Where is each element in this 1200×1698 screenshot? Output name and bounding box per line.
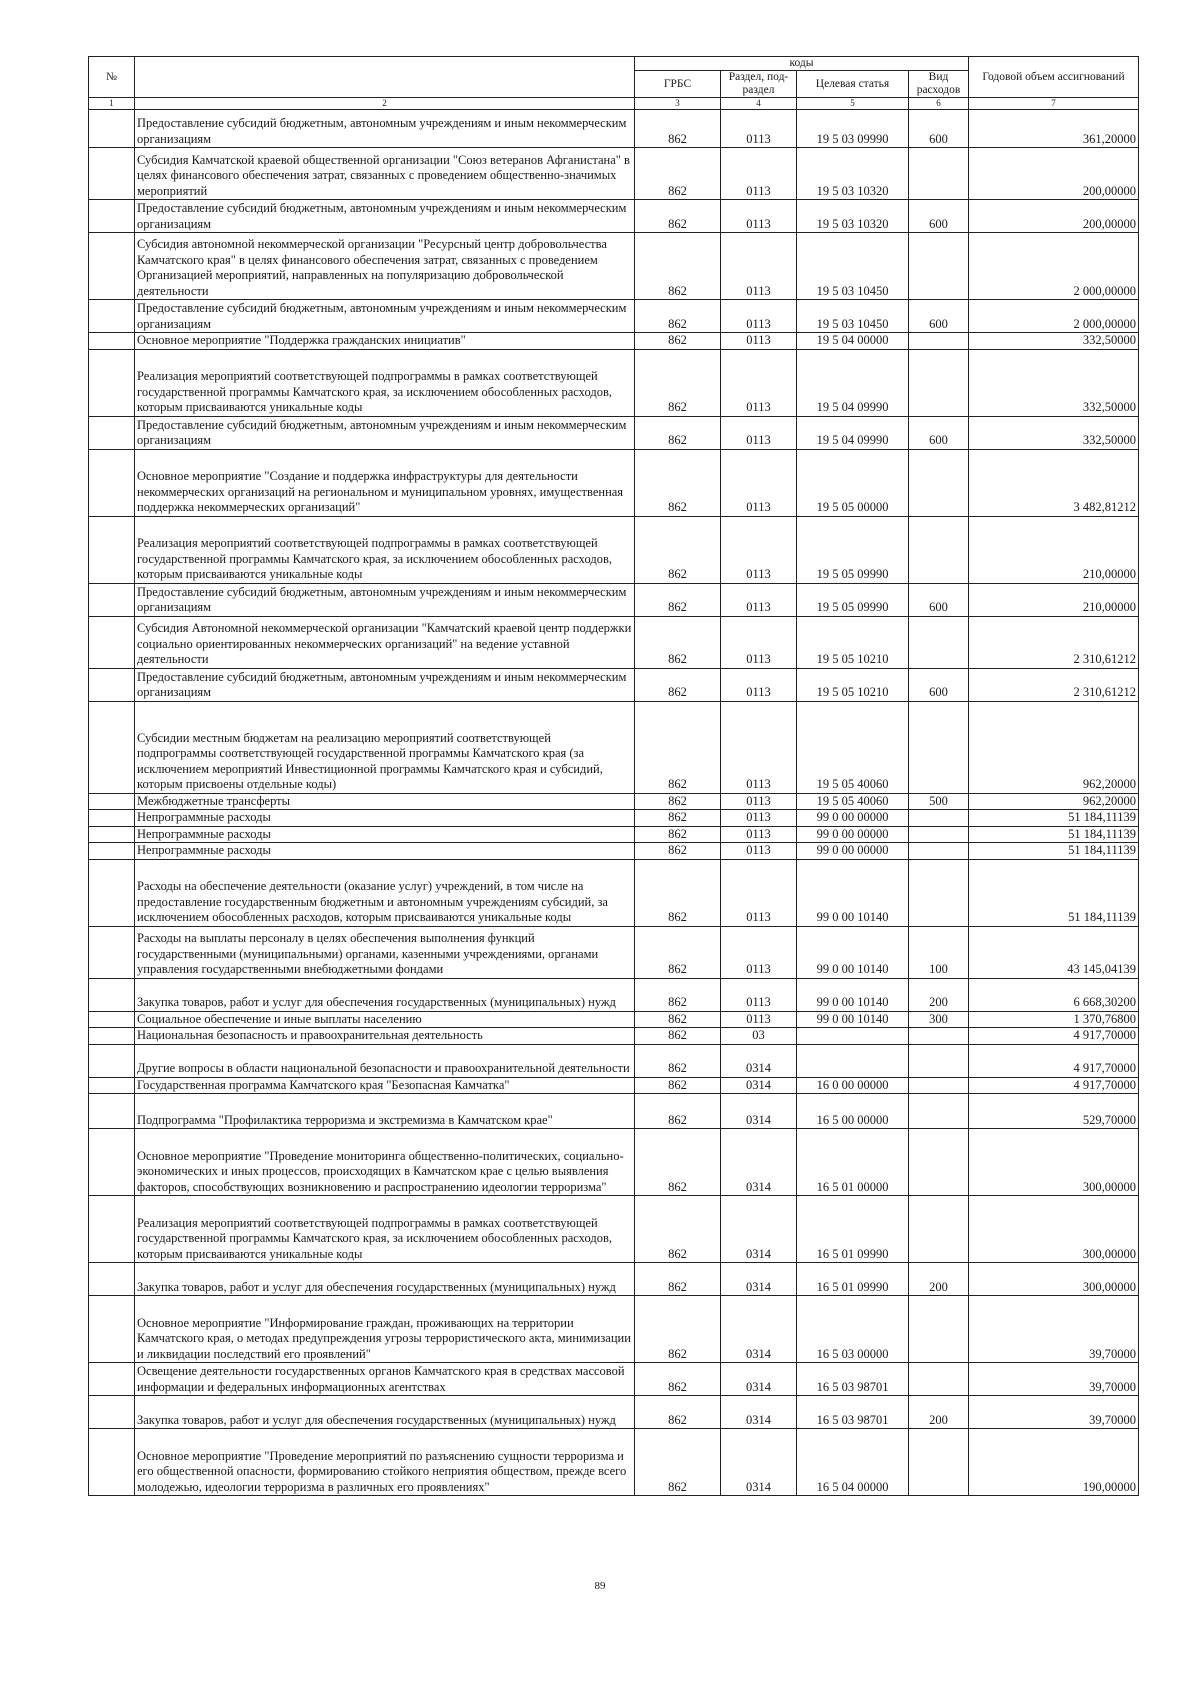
- row-grbs: 862: [635, 1296, 721, 1363]
- row-number-cell: [89, 1028, 135, 1045]
- header-annual: Годовой объем ассигнований: [969, 57, 1139, 98]
- row-amount: 2 000,00000: [969, 233, 1139, 300]
- row-amount: 210,00000: [969, 516, 1139, 583]
- row-name: Субсидии местным бюджетам на реализацию мероприятий соответствующей подпрограммы соответствующей государственной программы Камчатского края (за исключением мероприятий Инвестиционной программы Камчатского края и субсидий, которым присвоены отдельные коды): [135, 701, 635, 793]
- row-razdel: 0113: [721, 416, 797, 449]
- row-number-cell: [89, 793, 135, 810]
- row-number-cell: [89, 701, 135, 793]
- row-name: Предоставление субсидий бюджетным, автономным учреждениям и иным некоммерческим организациям: [135, 668, 635, 701]
- row-target: 19 5 03 09990: [797, 110, 909, 148]
- row-vid: 200: [909, 1263, 969, 1296]
- row-vid: 200: [909, 1396, 969, 1429]
- row-amount: 962,20000: [969, 793, 1139, 810]
- row-razdel: 03: [721, 1028, 797, 1045]
- row-amount: 332,50000: [969, 333, 1139, 350]
- row-razdel: 0113: [721, 926, 797, 978]
- row-name: Субсидия Автономной некоммерческой организации "Камчатский краевой центр поддержки социально ориентированных некоммерческих организаций" на ведение уставной деятельности: [135, 616, 635, 668]
- row-razdel: 0113: [721, 516, 797, 583]
- row-number-cell: [89, 810, 135, 827]
- row-number-cell: [89, 300, 135, 333]
- table-row: [89, 1129, 1139, 1196]
- row-target: 19 5 03 10450: [797, 233, 909, 300]
- row-razdel: 0314: [721, 1044, 797, 1077]
- row-amount: 332,50000: [969, 349, 1139, 416]
- row-target: 19 5 03 10320: [797, 148, 909, 200]
- row-number-cell: [89, 110, 135, 148]
- row-name: Закупка товаров, работ и услуг для обеспечения государственных (муниципальных) нужд: [135, 978, 635, 1011]
- row-vid: 600: [909, 110, 969, 148]
- row-grbs: 862: [635, 843, 721, 860]
- row-razdel: 0113: [721, 110, 797, 148]
- row-grbs: 862: [635, 1094, 721, 1129]
- row-grbs: 862: [635, 810, 721, 827]
- table-row: [89, 1263, 1139, 1296]
- table-row: [89, 110, 1139, 148]
- row-razdel: 0113: [721, 233, 797, 300]
- row-name: Межбюджетные трансферты: [135, 793, 635, 810]
- row-razdel: 0314: [721, 1429, 797, 1496]
- row-number-cell: [89, 333, 135, 350]
- row-vid: [909, 616, 969, 668]
- row-name: Расходы на обеспечение деятельности (оказание услуг) учреждений, в том числе на предоставление государственным бюджетным и автономным учреждениям субсидий, за исключением обособленных расходов, которым присваиваются уникальные коды: [135, 859, 635, 926]
- table-row: [89, 1429, 1139, 1496]
- row-razdel: 0113: [721, 701, 797, 793]
- row-vid: [909, 1044, 969, 1077]
- table-row: [89, 668, 1139, 701]
- row-target: [797, 1028, 909, 1045]
- row-grbs: 862: [635, 826, 721, 843]
- row-target: 99 0 00 10140: [797, 926, 909, 978]
- row-target: [797, 1044, 909, 1077]
- row-amount: 6 668,30200: [969, 978, 1139, 1011]
- row-vid: 100: [909, 926, 969, 978]
- row-amount: 51 184,11139: [969, 826, 1139, 843]
- table-row: [89, 233, 1139, 300]
- col-number: 7: [969, 98, 1139, 110]
- row-name: Субсидия Камчатской краевой общественной организации "Союз ветеранов Афганистана" в целях финансового обеспечения затрат, связанных с проведением общественно-значимых мероприятий: [135, 148, 635, 200]
- table-row: [89, 1028, 1139, 1045]
- row-target: 19 5 05 10210: [797, 668, 909, 701]
- row-name: Непрограммные расходы: [135, 843, 635, 860]
- row-vid: 300: [909, 1011, 969, 1028]
- row-grbs: 862: [635, 1129, 721, 1196]
- row-grbs: 862: [635, 1363, 721, 1396]
- row-amount: 300,00000: [969, 1263, 1139, 1296]
- row-vid: [909, 1296, 969, 1363]
- row-amount: 200,00000: [969, 200, 1139, 233]
- row-razdel: 0113: [721, 349, 797, 416]
- row-amount: 4 917,70000: [969, 1077, 1139, 1094]
- table-row: [89, 349, 1139, 416]
- row-razdel: 0113: [721, 978, 797, 1011]
- row-grbs: 862: [635, 1196, 721, 1263]
- row-target: 16 5 03 98701: [797, 1396, 909, 1429]
- row-grbs: 862: [635, 1044, 721, 1077]
- table-row: [89, 148, 1139, 200]
- row-amount: 210,00000: [969, 583, 1139, 616]
- row-amount: 39,70000: [969, 1296, 1139, 1363]
- row-grbs: 862: [635, 1077, 721, 1094]
- row-number-cell: [89, 1129, 135, 1196]
- row-amount: 332,50000: [969, 416, 1139, 449]
- row-number-cell: [89, 978, 135, 1011]
- row-grbs: 862: [635, 148, 721, 200]
- row-target: 16 5 00 00000: [797, 1094, 909, 1129]
- row-number-cell: [89, 1094, 135, 1129]
- row-grbs: 862: [635, 349, 721, 416]
- row-razdel: 0113: [721, 859, 797, 926]
- row-razdel: 0113: [721, 793, 797, 810]
- row-target: 19 5 03 10320: [797, 200, 909, 233]
- row-number-cell: [89, 516, 135, 583]
- row-number-cell: [89, 1196, 135, 1263]
- row-amount: 2 310,61212: [969, 616, 1139, 668]
- row-vid: [909, 333, 969, 350]
- row-name: Основное мероприятие "Информирование граждан, проживающих на территории Камчатского края, о методах предупреждения угрозы террористического акта, минимизации и ликвидации последствий его проявлений": [135, 1296, 635, 1363]
- row-vid: [909, 701, 969, 793]
- row-name: Предоставление субсидий бюджетным, автономным учреждениям и иным некоммерческим организациям: [135, 200, 635, 233]
- row-name: Предоставление субсидий бюджетным, автономным учреждениям и иным некоммерческим организациям: [135, 300, 635, 333]
- row-grbs: 862: [635, 300, 721, 333]
- row-amount: 300,00000: [969, 1129, 1139, 1196]
- table-row: [89, 843, 1139, 860]
- row-grbs: 862: [635, 1396, 721, 1429]
- row-name: Предоставление субсидий бюджетным, автономным учреждениям и иным некоммерческим организациям: [135, 110, 635, 148]
- row-razdel: 0314: [721, 1396, 797, 1429]
- row-number-cell: [89, 233, 135, 300]
- row-vid: [909, 810, 969, 827]
- row-grbs: 862: [635, 200, 721, 233]
- row-vid: [909, 1077, 969, 1094]
- row-number-cell: [89, 1429, 135, 1496]
- row-vid: 600: [909, 200, 969, 233]
- row-name: Национальная безопасность и правоохранительная деятельность: [135, 1028, 635, 1045]
- table-row: [89, 1296, 1139, 1363]
- row-target: 16 5 04 00000: [797, 1429, 909, 1496]
- row-grbs: 862: [635, 1429, 721, 1496]
- row-number-cell: [89, 449, 135, 516]
- row-razdel: 0113: [721, 583, 797, 616]
- row-grbs: 862: [635, 516, 721, 583]
- row-number-cell: [89, 859, 135, 926]
- row-name: Предоставление субсидий бюджетным, автономным учреждениям и иным некоммерческим организациям: [135, 583, 635, 616]
- row-amount: 300,00000: [969, 1196, 1139, 1263]
- header-target: Целевая статья: [797, 71, 909, 98]
- row-target: 19 5 05 40060: [797, 701, 909, 793]
- table-row: [89, 516, 1139, 583]
- row-grbs: 862: [635, 1011, 721, 1028]
- row-razdel: 0314: [721, 1263, 797, 1296]
- table-row: [89, 1396, 1139, 1429]
- row-target: 19 5 04 09990: [797, 349, 909, 416]
- row-number-cell: [89, 1044, 135, 1077]
- row-razdel: 0113: [721, 333, 797, 350]
- row-grbs: 862: [635, 333, 721, 350]
- header-number: №: [89, 57, 135, 98]
- row-number-cell: [89, 1011, 135, 1028]
- table-row: [89, 810, 1139, 827]
- row-razdel: 0314: [721, 1129, 797, 1196]
- row-razdel: 0314: [721, 1094, 797, 1129]
- row-vid: [909, 1363, 969, 1396]
- row-grbs: 862: [635, 793, 721, 810]
- row-razdel: 0113: [721, 300, 797, 333]
- row-name: Закупка товаров, работ и услуг для обеспечения государственных (муниципальных) нужд: [135, 1396, 635, 1429]
- row-number-cell: [89, 1396, 135, 1429]
- row-target: 16 5 01 09990: [797, 1196, 909, 1263]
- row-amount: 39,70000: [969, 1363, 1139, 1396]
- row-vid: [909, 1196, 969, 1263]
- row-grbs: 862: [635, 668, 721, 701]
- row-name: Субсидия автономной некоммерческой организации "Ресурсный центр добровольчества Камчатского края" в целях финансового обеспечения затрат, связанных с проведением Организацией мероприятий, направленных на популяризацию добровольческой деятельности: [135, 233, 635, 300]
- table-row: [89, 1094, 1139, 1129]
- row-grbs: 862: [635, 1028, 721, 1045]
- row-amount: 962,20000: [969, 701, 1139, 793]
- table-row: [89, 859, 1139, 926]
- row-vid: [909, 1429, 969, 1496]
- row-razdel: 0113: [721, 616, 797, 668]
- row-amount: 51 184,11139: [969, 810, 1139, 827]
- col-number: 6: [909, 98, 969, 110]
- row-target: 19 5 04 00000: [797, 333, 909, 350]
- row-vid: 500: [909, 793, 969, 810]
- row-number-cell: [89, 416, 135, 449]
- row-vid: 600: [909, 300, 969, 333]
- row-razdel: 0113: [721, 668, 797, 701]
- row-vid: 200: [909, 978, 969, 1011]
- row-name: Реализация мероприятий соответствующей подпрограммы в рамках соответствующей государственной программы Камчатского края, за исключением обособленных расходов, которым присваиваются уникальные коды: [135, 516, 635, 583]
- row-number-cell: [89, 843, 135, 860]
- row-number-cell: [89, 826, 135, 843]
- row-grbs: 862: [635, 110, 721, 148]
- row-vid: [909, 1028, 969, 1045]
- row-number-cell: [89, 1263, 135, 1296]
- row-vid: [909, 233, 969, 300]
- header-name: [135, 57, 635, 98]
- row-name: Непрограммные расходы: [135, 826, 635, 843]
- row-vid: 600: [909, 668, 969, 701]
- table-row: [89, 416, 1139, 449]
- row-name: Расходы на выплаты персоналу в целях обеспечения выполнения функций государственными (муниципальными) органами, казенными учреждениями, органами управления государственными внебюджетными фондами: [135, 926, 635, 978]
- row-grbs: 862: [635, 859, 721, 926]
- row-number-cell: [89, 1363, 135, 1396]
- row-razdel: 0314: [721, 1196, 797, 1263]
- col-number: 3: [635, 98, 721, 110]
- row-name: Реализация мероприятий соответствующей подпрограммы в рамках соответствующей государственной программы Камчатского края, за исключением обособленных расходов, которым присваиваются уникальные коды: [135, 349, 635, 416]
- row-amount: 361,20000: [969, 110, 1139, 148]
- table-row: [89, 583, 1139, 616]
- row-number-cell: [89, 1077, 135, 1094]
- row-target: 99 0 00 10140: [797, 978, 909, 1011]
- row-razdel: 0314: [721, 1077, 797, 1094]
- col-number: 4: [721, 98, 797, 110]
- row-razdel: 0113: [721, 1011, 797, 1028]
- table-row: [89, 449, 1139, 516]
- row-target: 19 5 05 09990: [797, 516, 909, 583]
- row-amount: 200,00000: [969, 148, 1139, 200]
- row-vid: [909, 1094, 969, 1129]
- row-grbs: 862: [635, 701, 721, 793]
- row-target: 99 0 00 10140: [797, 859, 909, 926]
- col-number: 2: [135, 98, 635, 110]
- row-name: Основное мероприятие "Проведение мероприятий по разъяснению сущности терроризма и его общественной опасности, формированию стойкого неприятия обществом, прежде всего молодежью, идеологии терроризма в различных его проявлениях": [135, 1429, 635, 1496]
- row-number-cell: [89, 583, 135, 616]
- page-number: 89: [594, 1580, 606, 1592]
- row-number-cell: [89, 148, 135, 200]
- row-target: 16 0 00 00000: [797, 1077, 909, 1094]
- row-grbs: 862: [635, 583, 721, 616]
- row-razdel: 0113: [721, 810, 797, 827]
- row-grbs: 862: [635, 978, 721, 1011]
- table-row: [89, 333, 1139, 350]
- row-vid: [909, 449, 969, 516]
- table-row: [89, 926, 1139, 978]
- header-grbs: ГРБС: [635, 71, 721, 98]
- row-name: Основное мероприятие "Проведение мониторинга общественно-политических, социально-экономических и иных процессов, происходящих в Камчатском крае с целью выявления факторов, способствующих возникновению и распространению идеологии терроризма": [135, 1129, 635, 1196]
- row-amount: 190,00000: [969, 1429, 1139, 1496]
- row-amount: 51 184,11139: [969, 859, 1139, 926]
- table-row: [89, 1011, 1139, 1028]
- table-row: [89, 1363, 1139, 1396]
- row-target: 16 5 03 00000: [797, 1296, 909, 1363]
- row-vid: [909, 826, 969, 843]
- row-name: Закупка товаров, работ и услуг для обеспечения государственных (муниципальных) нужд: [135, 1263, 635, 1296]
- row-name: Основное мероприятие "Создание и поддержка инфраструктуры для деятельности некоммерческих организаций на региональном и муниципальном уровнях, имущественная поддержка некоммерческих организаций": [135, 449, 635, 516]
- table-row: [89, 616, 1139, 668]
- row-name: Подпрограмма "Профилактика терроризма и экстремизма в Камчатском крае": [135, 1094, 635, 1129]
- table-row: [89, 701, 1139, 793]
- row-target: 19 5 04 09990: [797, 416, 909, 449]
- row-number-cell: [89, 616, 135, 668]
- row-target: 16 5 01 09990: [797, 1263, 909, 1296]
- row-number-cell: [89, 349, 135, 416]
- row-razdel: 0113: [721, 148, 797, 200]
- row-razdel: 0113: [721, 843, 797, 860]
- row-vid: 600: [909, 583, 969, 616]
- table-row: [89, 1044, 1139, 1077]
- row-target: 19 5 05 00000: [797, 449, 909, 516]
- row-vid: [909, 1129, 969, 1196]
- row-name: Государственная программа Камчатского края "Безопасная Камчатка": [135, 1077, 635, 1094]
- table-row: [89, 300, 1139, 333]
- row-number-cell: [89, 668, 135, 701]
- row-name: Непрограммные расходы: [135, 810, 635, 827]
- row-target: 19 5 03 10450: [797, 300, 909, 333]
- row-vid: [909, 148, 969, 200]
- row-grbs: 862: [635, 1263, 721, 1296]
- row-vid: [909, 516, 969, 583]
- row-target: 99 0 00 00000: [797, 843, 909, 860]
- row-amount: 2 310,61212: [969, 668, 1139, 701]
- row-grbs: 862: [635, 416, 721, 449]
- table-row: [89, 793, 1139, 810]
- row-razdel: 0314: [721, 1363, 797, 1396]
- row-name: Предоставление субсидий бюджетным, автономным учреждениям и иным некоммерческим организациям: [135, 416, 635, 449]
- row-vid: [909, 843, 969, 860]
- row-name: Основное мероприятие "Поддержка гражданских инициатив": [135, 333, 635, 350]
- row-grbs: 862: [635, 926, 721, 978]
- row-number-cell: [89, 200, 135, 233]
- header-vid: Вид расходов: [909, 71, 969, 98]
- row-vid: 600: [909, 416, 969, 449]
- row-vid: [909, 349, 969, 416]
- table-header: [89, 57, 1139, 110]
- row-vid: [909, 859, 969, 926]
- row-grbs: 862: [635, 449, 721, 516]
- row-amount: 43 145,04139: [969, 926, 1139, 978]
- row-target: 99 0 00 00000: [797, 810, 909, 827]
- col-number: 5: [797, 98, 909, 110]
- row-name: Реализация мероприятий соответствующей подпрограммы в рамках соответствующей государственной программы Камчатского края, за исключением обособленных расходов, которым присваиваются уникальные коды: [135, 1196, 635, 1263]
- table-row: [89, 200, 1139, 233]
- table-row: [89, 978, 1139, 1011]
- row-target: 19 5 05 09990: [797, 583, 909, 616]
- row-amount: 4 917,70000: [969, 1044, 1139, 1077]
- col-number: 1: [89, 98, 135, 110]
- row-grbs: 862: [635, 616, 721, 668]
- budget-table: [88, 56, 1139, 1496]
- table-row: [89, 826, 1139, 843]
- header-razdel: Раздел, под-раздел: [721, 71, 797, 98]
- row-name: Освещение деятельности государственных органов Камчатского края в средствах массовой информации и федеральных информационных агентствах: [135, 1363, 635, 1396]
- row-amount: 4 917,70000: [969, 1028, 1139, 1045]
- row-number-cell: [89, 926, 135, 978]
- table-row: [89, 1196, 1139, 1263]
- table-body: [89, 110, 1139, 1496]
- table-row: [89, 1077, 1139, 1094]
- row-name: Социальное обеспечение и иные выплаты населению: [135, 1011, 635, 1028]
- row-target: 19 5 05 10210: [797, 616, 909, 668]
- row-razdel: 0113: [721, 449, 797, 516]
- row-target: 16 5 03 98701: [797, 1363, 909, 1396]
- row-number-cell: [89, 1296, 135, 1363]
- row-razdel: 0113: [721, 200, 797, 233]
- row-razdel: 0113: [721, 826, 797, 843]
- header-codes: коды: [635, 57, 969, 71]
- row-amount: 39,70000: [969, 1396, 1139, 1429]
- row-name: Другие вопросы в области национальной безопасности и правоохранительной деятельности: [135, 1044, 635, 1077]
- row-amount: 2 000,00000: [969, 300, 1139, 333]
- row-amount: 529,70000: [969, 1094, 1139, 1129]
- row-amount: 51 184,11139: [969, 843, 1139, 860]
- row-target: 99 0 00 10140: [797, 1011, 909, 1028]
- row-target: 16 5 01 00000: [797, 1129, 909, 1196]
- row-amount: 1 370,76800: [969, 1011, 1139, 1028]
- row-target: 19 5 05 40060: [797, 793, 909, 810]
- row-amount: 3 482,81212: [969, 449, 1139, 516]
- row-target: 99 0 00 00000: [797, 826, 909, 843]
- row-grbs: 862: [635, 233, 721, 300]
- row-razdel: 0314: [721, 1296, 797, 1363]
